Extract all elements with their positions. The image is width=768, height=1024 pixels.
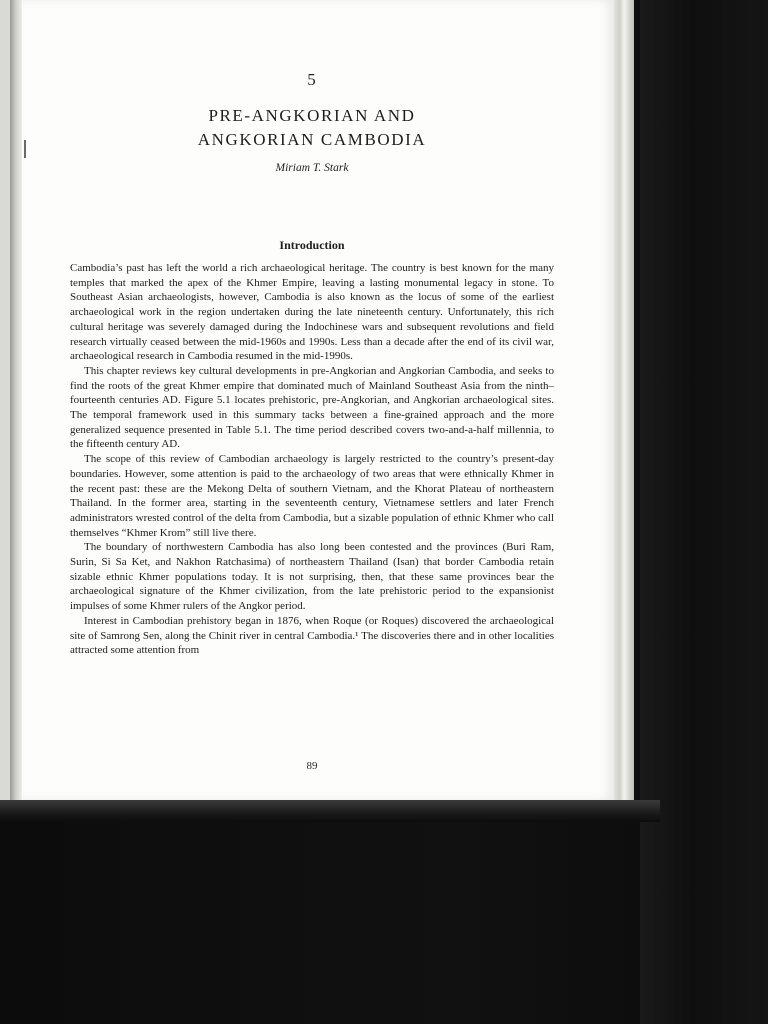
chapter-author: Miriam T. Stark [275,162,349,174]
book-page [10,0,614,800]
chapter-title [70,104,554,152]
body-paragraph-4: The boundary of northwestern Cambodia has also long been contested and the provinces (Buri Ram, Surin, Si Sa Ket, and Nakhon Ratchasima) of northeastern Thailand (Isan) that border Cambodia retain sizable ethnic Khmer populations today. It is not surprising, then, that these same provinces bear the archaeological signature of the Khmer civilization, from the late prehistoric period to the expansionist impulses of some Khmer rulers of the Angkor period. [70,541,554,613]
chapter-title-line-2: ANGKORIAN CAMBODIA [197,130,427,149]
page-stack-edge [612,0,634,806]
body-paragraph-3: The scope of this review of Cambodian archaeology is largely restricted to the country’s present-day boundaries. However, some attention is paid to the archaeology of two areas that were ethnically Khmer in the recent past: these are the Mekong Delta of southern Vietnam, and the Khorat Plateau of northeastern Thailand. In the former area, starting in the seventeenth century, Vietnamese settlers and later French administrators wrested control of the delta from Cambodia, but a sizable population of ethnic Khmer who call themselves “Khmer Krom” still live there. [70,453,554,539]
background-dark-area [640,0,768,1024]
page-content [70,70,554,658]
body-paragraph-2: This chapter reviews key cultural developments in pre-Angkorian and Angkorian Cambodia, and seeks to find the roots of the great Khmer empire that dominated much of Mainland Southeast Asia from the ninth–fourteenth centuries AD. Figure 5.1 locates prehistoric, pre-Angkorian, and Angkorian archaeological sites. The temporal framework used in this summary tacks between a fine-grained approach and the more generalized sequence presented in Table 5.1. The time period described covers two-and-a-half millennia, to the fifteenth century AD. [70,364,554,451]
section-heading: Introduction [279,238,345,252]
chapter-number: 5 [307,70,317,89]
chapter-title-line-1: PRE-ANGKORIAN AND [208,106,416,125]
margin-mark [24,140,26,158]
page-bottom-shadow [0,800,660,822]
page-number: 89 [306,760,318,772]
book-binding-gutter [10,0,22,800]
body-paragraph-5: Interest in Cambodian prehistory began in 1876, when Roque (or Roques) discovered the archaeological site of Samrong Sen, along the Chinit river in central Cambodia.¹ The discoveries there and in other localities attracted some attention from [70,614,554,657]
body-paragraph-1: Cambodia’s past has left the world a rich archaeological heritage. The country is best known for the many temples that marked the apex of the Khmer Empire, leaving a lasting monumental legacy in stone. To Southeast Asian archaeologists, however, Cambodia is also known as the locus of some of the earliest archaeological work in the region undertaken during the late nineteenth century. Unfortunately, this rich cultural heritage was severely damaged during the Indochinese wars and subsequent revolutions and field research virtually ceased between the mid-1960s and 1990s. Less than a decade after the end of its civil war, archaeological research in Cambodia resumed in the mid-1990s. [70,262,554,363]
